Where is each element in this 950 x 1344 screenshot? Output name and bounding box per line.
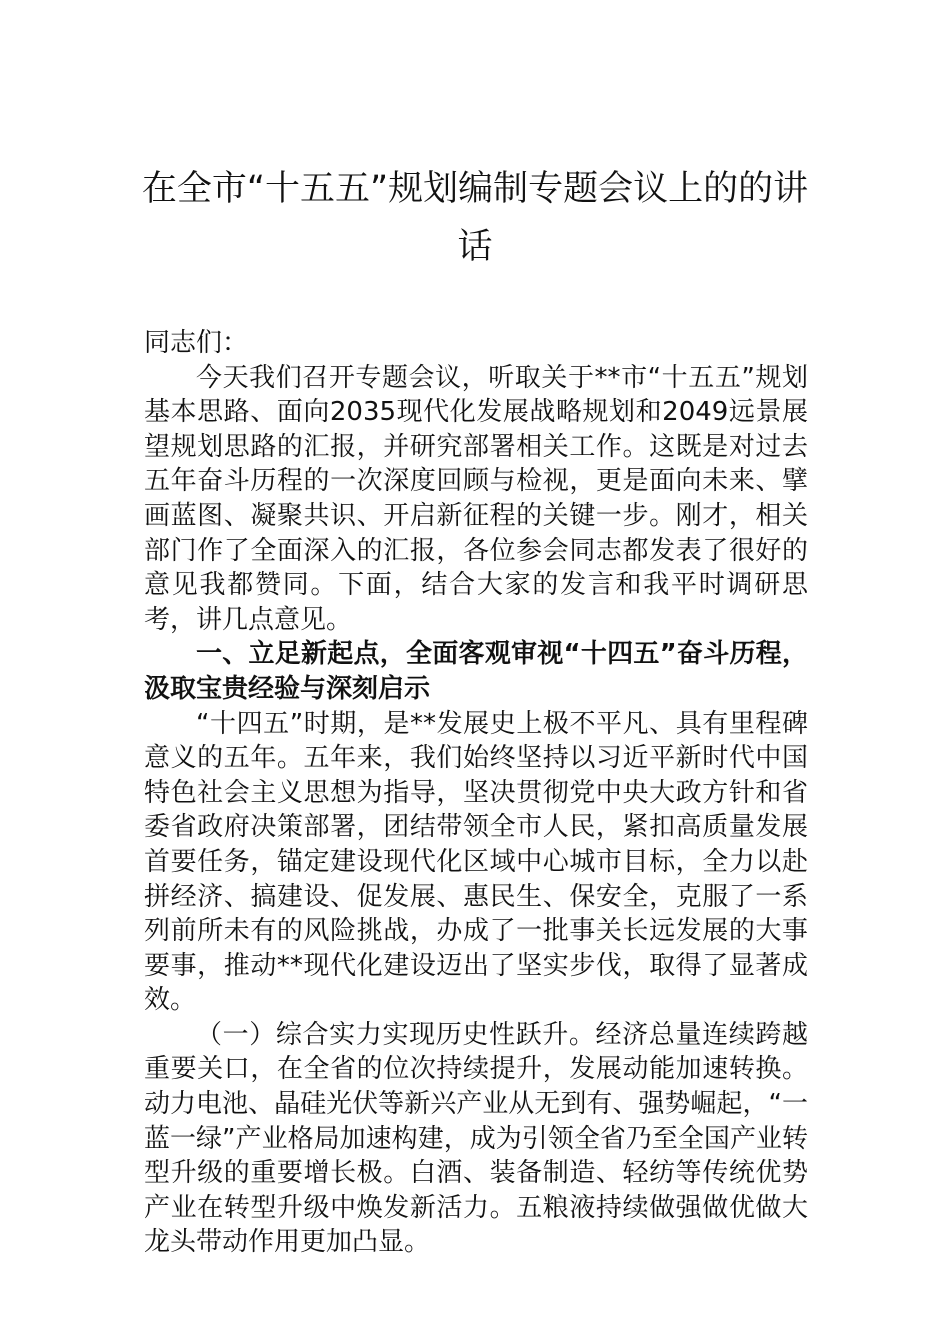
opening-paragraph: 今天我们召开专题会议，听取关于**市“十五五”规划基本思路、面向2035现代化发展战略规划和2049远景展望规划思路的汇报，并研究部署相关工作。这既是对过去五年奋斗历程的一次深度回顾与检视，更是面向未来、擘画蓝图、凝聚共识、开启新征程的关键一步。刚才，相关部门作了全面深入的汇报，各位参会同志都发表了很好的意见我都赞同。下面，结合大家的发言和我平时调研思考，讲几点意见。 bbox=[144, 362, 808, 635]
document-title: 在全市“十五五”规划编制专题会议上的的讲话 bbox=[141, 169, 809, 267]
section-paragraph: “十四五”时期，是**发展史上极不平凡、具有里程碑意义的五年。五年来，我们始终坚持以习近平新时代中国特色社会主义思想为指导，坚决贯彻党中央大政方针和省委省政府决策部署，团结带领全市人民，紧扣高质量发展首要任务，锚定建设现代化区域中心城市目标，全力以赴拼经济、搞建设、促发展、惠民生、保安全，克服了一系列前所未有的风险挑战，办成了一批事关长远发展的大事要事，推动**现代化建设迈出了坚实步伐，取得了显著成效。 bbox=[144, 708, 808, 1016]
greeting: 同志们： bbox=[144, 328, 249, 358]
document-body bbox=[144, 326, 808, 1260]
subsection-paragraph: （一）综合实力实现历史性跃升。经济总量连续跨越重要关口，在全省的位次持续提升，发展动能加速转换。动力电池、晶硅光伏等新兴产业从无到有、强势崛起，“一蓝一绿”产业格局加速构建，成为引领全省乃至全国产业转型升级的重要增长极。白酒、装备制造、轻纺等传统优势产业在转型升级中焕发新活力。五粮液持续做强做优做大龙头带动作用更加凸显。 bbox=[144, 1019, 808, 1258]
section-heading: 一、立足新起点，全面客观审视“十四五”奋斗历程，汲取宝贵经验与深刻启示 bbox=[144, 639, 808, 704]
